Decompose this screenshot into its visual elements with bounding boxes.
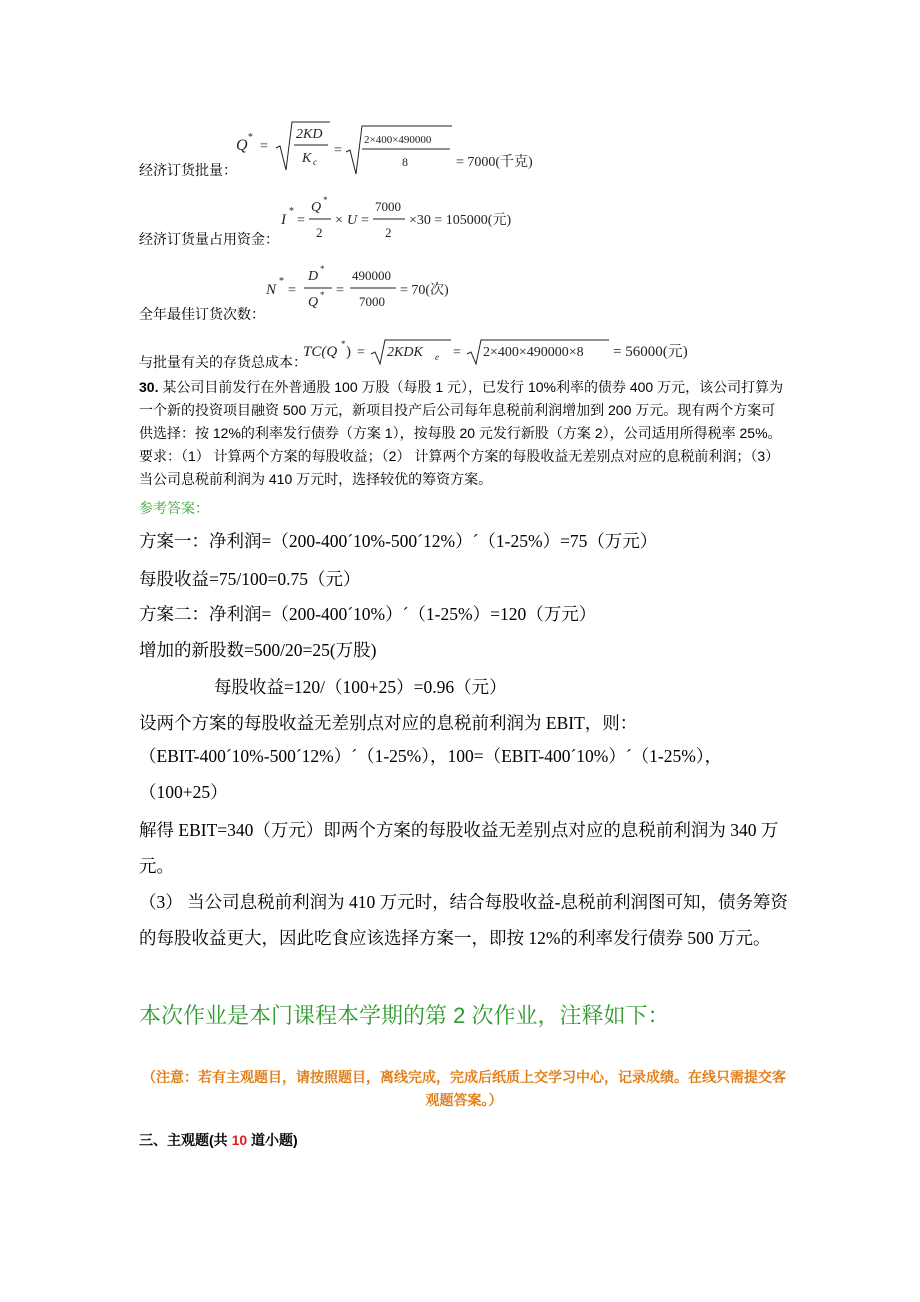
svg-text:=: = <box>297 213 305 228</box>
svg-text:=: = <box>361 213 369 228</box>
svg-text:=: = <box>288 283 296 298</box>
svg-text:*: * <box>248 132 253 143</box>
svg-text:U: U <box>347 213 358 228</box>
svg-text:2KD: 2KD <box>296 127 323 142</box>
capital-label: 经济订货量占用资金： <box>139 231 279 247</box>
svg-text:=: = <box>453 345 461 360</box>
answer-line-2: 每股收益=75/100=0.75（元） <box>139 569 361 589</box>
svg-text:*: * <box>320 264 325 274</box>
svg-text:*: * <box>320 290 325 300</box>
svg-text:): ) <box>346 344 351 360</box>
answer-line-8: 解得 EBIT=340（万元）即两个方案的每股收益无差别点对应的息税前利润为 340 万元。 <box>139 820 779 876</box>
answer-line-6: 设两个方案的每股收益无差别点对应的息税前利润为 EBIT，则： <box>139 713 638 733</box>
svg-text:K: K <box>302 151 312 166</box>
eoq-result: = 7000(千克) <box>456 155 533 170</box>
total-cost-label: 与批量有关的存货总成本： <box>139 354 307 370</box>
eoq-formula <box>236 118 566 180</box>
section-heading <box>139 1130 298 1150</box>
svg-text:TC(Q: TC(Q <box>303 344 338 360</box>
question-30 <box>139 376 789 491</box>
orders-formula <box>266 262 526 318</box>
total-cost-formula <box>303 336 723 368</box>
section-count: 10 <box>231 1132 248 1148</box>
answer-label: 参考答案： <box>139 500 209 516</box>
answer-line-1: 方案一：净利润=（200-400´10%-500´12%）´（1-25%）=75（万元） <box>139 531 658 551</box>
svg-text:*: * <box>323 195 328 205</box>
svg-text:2: 2 <box>385 225 392 240</box>
svg-text:2: 2 <box>316 225 323 240</box>
assignment-title: 本次作业是本门课程本学期的第 2 次作业，注释如下： <box>139 1003 670 1028</box>
orders-result: = 70(次) <box>400 283 449 298</box>
svg-text:Q: Q <box>236 137 248 154</box>
question-text: 某公司目前发行在外普通股 100 万股（每股 1 元），已发行 10%利率的债券 400 万元，该公司打算为一个新的投资项目融资 500 万元，新项目投产后公司每年息税前利润增加到 200 万元。现有两个方案可供选择：按 12%的利率发行债券（方案 1），按每股 20 元发行新股（方案 2），公司适用所得税率 25%。 要求：（1） 计算两个方案的每股收益；（2） 计算两个方案的每股收益无差别点对应的息税前利润；（3） 当公司息税前利润为 410 万元时，选择较优的筹资方案。 <box>139 379 784 487</box>
section-suffix: 道小题) <box>247 1132 298 1148</box>
svg-text:7000: 7000 <box>359 294 385 309</box>
answer-line-3: 方案二：净利润=（200-400´10%）´（1-25%）=120（万元） <box>139 604 597 624</box>
svg-text:Q: Q <box>311 200 322 215</box>
svg-text:7000: 7000 <box>375 199 401 214</box>
assignment-note: （注意：若有主观题目，请按照题目，离线完成，完成后纸质上交学习中心，记录成绩。在线只需提交客观题答案。） <box>142 1069 786 1108</box>
svg-text:Q: Q <box>308 295 319 310</box>
section-prefix: 三、主观题(共 <box>139 1132 232 1148</box>
svg-text:c: c <box>313 157 317 167</box>
answer-line-7: （EBIT-400´10%-500´12%）´（1-25%），100=（EBIT-400´10%）´（1-25%），（100+25） <box>139 746 723 802</box>
svg-text:2×400×490000: 2×400×490000 <box>364 134 432 146</box>
svg-text:*: * <box>289 206 294 217</box>
answer-line-5: 每股收益=120/（100+25）=0.96（元） <box>214 677 507 697</box>
svg-text:=: = <box>260 139 268 154</box>
svg-text:N: N <box>266 282 277 298</box>
svg-text:490000: 490000 <box>352 268 391 283</box>
svg-text:I: I <box>281 212 286 228</box>
svg-text:=: = <box>334 143 342 158</box>
total-cost-result: = 56000(元) <box>613 344 688 360</box>
svg-text:8: 8 <box>402 155 408 169</box>
eoq-label: 经济订货批量： <box>139 162 237 178</box>
svg-text:*: * <box>341 339 346 349</box>
svg-text:=: = <box>336 283 344 298</box>
svg-text:e: e <box>435 352 439 362</box>
capital-result: ×30 = 105000(元) <box>409 213 512 228</box>
answer-line-9: （3） 当公司息税前利润为 410 万元时，结合每股收益-息税前利润图可知，债务筹资的每股收益更大，因此吃食应该选择方案一，即按 12%的利率发行债券 500 万元。 <box>139 892 788 948</box>
svg-text:2×400×490000×8: 2×400×490000×8 <box>483 345 584 360</box>
svg-text:D: D <box>308 269 319 284</box>
svg-text:=: = <box>357 345 365 360</box>
answer-line-4: 增加的新股数=500/20=25(万股) <box>139 640 377 660</box>
svg-text:×: × <box>335 213 343 228</box>
question-number: 30. <box>139 379 159 395</box>
orders-label: 全年最佳订货次数： <box>139 306 265 322</box>
svg-text:*: * <box>279 276 284 287</box>
capital-formula <box>281 194 561 246</box>
svg-text:2KDK: 2KDK <box>387 345 423 360</box>
